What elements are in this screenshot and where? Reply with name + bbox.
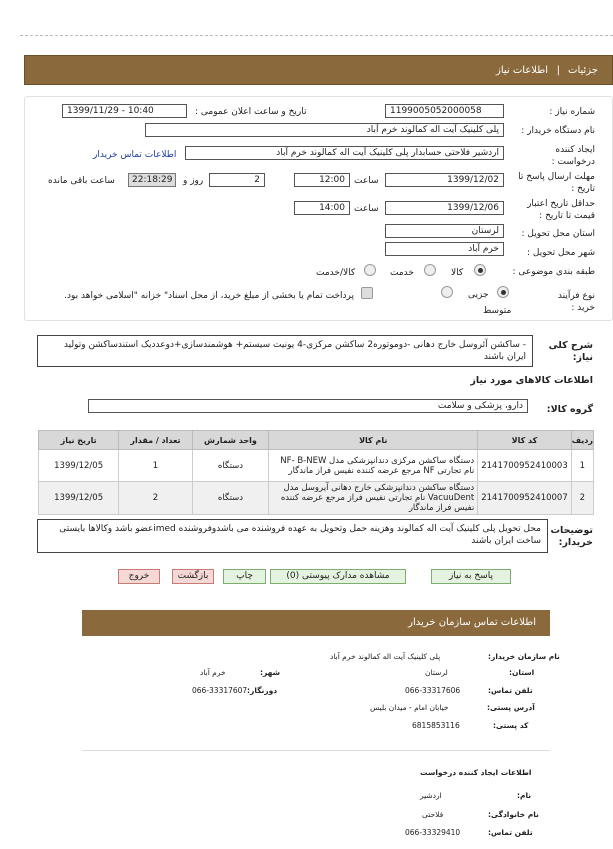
goods-section-title: اطلاعات کالاهای مورد نیاز (470, 375, 593, 386)
announce-label: تاریخ و ساعت اعلان عمومی : (195, 107, 307, 117)
process-medium-label: متوسط (483, 306, 512, 316)
goods-group-field: دارو، پزشکی و سلامت (88, 399, 528, 413)
day-label: روز و (183, 176, 204, 186)
cell-date: 1399/12/05 (39, 482, 119, 515)
col-date: تاریخ نیاز (39, 431, 119, 450)
buyer-notes-text: محل تحویل پلی کلینیک آیت اله کمالوند وهزینه حمل وتحویل به عهده فروشنده می باشدوفروشنده imedعضو باشد وکالاها بایستی ساخت ایران باشند (37, 519, 548, 553)
cell-name: دستگاه ساکشن دندانپزشکی خارج دهانی آیروسل مدل VacuuDent نام تجارتی نفیس فراز مرجع عرضه کننده نفیس فراز ماندگار (269, 482, 478, 515)
category-both-label: کالا/خدمت (316, 268, 356, 278)
treasury-payment-note: پرداخت تمام یا بخشی از مبلغ خرید، از محل اسناد" خزانه "اسلامی خواهد بود. (64, 291, 354, 301)
col-row: ردیف (571, 431, 593, 450)
buyer-notes-label: توضیحات خریدار: (550, 525, 593, 548)
requester-phone-value: 066-33329410 (405, 828, 461, 837)
exit-button[interactable]: خروج (118, 569, 160, 584)
city-label: شهر محل تحویل : (526, 248, 595, 258)
deadline-label: مهلت ارسال پاسخ تا تاریخ : (518, 172, 595, 194)
attachments-button[interactable]: مشاهده مدارک پیوستی (0) (270, 569, 406, 584)
contact-postal-value: 6815853116 (412, 721, 460, 730)
cell-unit: دستگاه (192, 482, 269, 515)
requester-name-label: نام: (517, 791, 532, 800)
contact-city-label: شهر: (260, 668, 280, 677)
province-field: لرستان (385, 224, 504, 238)
deadline-date-field: 1399/12/02 (385, 173, 504, 187)
summary-text: - ساکشن آئروسل خارج دهانی -دوموتوره2 ساکشن مرکزی-4 یونیت سیستم+ هوشمندسازی+دوعددیک استندساکشن وتولید ایران باشند (37, 335, 533, 367)
contact-phone-label: تلفن تماس: (488, 686, 533, 695)
category-goods-label: کالا (451, 268, 464, 278)
validity-date-field: 1399/12/06 (385, 201, 504, 215)
process-label: نوع فرآیند خرید : (557, 291, 595, 313)
cell-row: 1 (571, 450, 593, 482)
contact-divider (82, 750, 550, 751)
requester-family-label: نام خانوادگی: (488, 810, 539, 819)
cell-date: 1399/12/05 (39, 450, 119, 482)
cell-qty: 2 (119, 482, 192, 515)
category-service-radio[interactable] (424, 264, 436, 276)
category-goods-radio[interactable] (474, 264, 486, 276)
province-label: استان محل تحویل : (521, 229, 595, 239)
countdown-timer: 22:18:29 (128, 173, 176, 187)
buyer-contact-link[interactable]: اطلاعات تماس خریدار (93, 150, 177, 160)
contact-section-title: اطلاعات تماس سازمان خریدار (408, 617, 536, 628)
category-label: طبقه بندی موضوعی : (512, 267, 595, 277)
summary-label: شرح کلی نیاز: (548, 340, 593, 363)
contact-section-header (82, 610, 550, 636)
category-both-radio[interactable] (364, 264, 376, 276)
buyer-name-field: پلی کلینیک آیت اله کمالوند خرم آباد (145, 123, 504, 137)
requester-family-value: فلاحتی (422, 810, 444, 819)
deadline-time-field: 12:00 (294, 173, 350, 187)
validity-time-label: ساعت (354, 204, 379, 214)
goods-table-header (39, 431, 594, 450)
requester-title: اطلاعات ایجاد کننده درخواست (420, 768, 532, 777)
treasury-payment-checkbox[interactable] (361, 287, 373, 299)
reply-button[interactable]: پاسخ به نیاز (431, 569, 511, 584)
col-qty: تعداد / مقدار (119, 431, 192, 450)
days-remaining-field: 2 (209, 173, 265, 187)
contact-fax-value: 066-33317607 (192, 686, 248, 695)
cell-code: 2141700952410007 (478, 482, 572, 515)
tab-need-info[interactable]: اطلاعات نیاز (496, 65, 548, 76)
remaining-label: ساعت باقی مانده (48, 176, 115, 186)
tab-separator: | (556, 65, 560, 76)
contact-province-value: لرستان (425, 668, 448, 677)
contact-fax-label: دورنگار: (247, 686, 278, 695)
requester-name-value: اردشیر (420, 791, 442, 800)
creator-field: اردشیر فلاحتی حسابدار پلی کلینیک آیت اله کمالوند خرم آباد (185, 146, 504, 160)
cell-code: 2141700952410003 (478, 450, 572, 482)
need-number-field: 1199005052000058 (385, 104, 504, 118)
col-name: نام کالا (269, 431, 478, 450)
process-partial-radio[interactable] (497, 286, 509, 298)
tab-details[interactable]: جزئیات (568, 65, 598, 76)
category-service-label: خدمت (390, 268, 414, 278)
contact-postal-label: کد پستی: (493, 721, 529, 730)
org-value: پلی کلینیک آیت اله کمالوند خرم آباد (330, 652, 441, 661)
process-medium-radio[interactable] (441, 286, 453, 298)
top-divider (20, 35, 613, 36)
contact-province-label: استان: (509, 668, 535, 677)
table-row[interactable] (39, 482, 594, 515)
city-field: خرم آباد (385, 242, 504, 256)
print-button[interactable]: چاپ (223, 569, 266, 584)
cell-qty: 1 (119, 450, 192, 482)
back-button[interactable]: بازگشت (172, 569, 214, 584)
requester-phone-label: تلفن تماس: (488, 828, 533, 837)
need-number-label: شماره نیاز : (549, 107, 595, 117)
col-unit: واحد شمارش (192, 431, 269, 450)
contact-phone-value: 066-33317606 (405, 686, 461, 695)
col-code: کد کالا (478, 431, 572, 450)
cell-unit: دستگاه (192, 450, 269, 482)
cell-row: 2 (571, 482, 593, 515)
validity-label: حداقل تاریخ اعتبار قیمت تا تاریخ : (527, 199, 595, 221)
org-label: نام سازمان خریدار: (488, 652, 560, 661)
header-bar (24, 55, 613, 85)
deadline-time-label: ساعت (354, 176, 379, 186)
creator-label: ایجاد کننده درخواست : (551, 145, 595, 167)
table-row[interactable] (39, 450, 594, 482)
contact-address-label: آدرس پستی: (487, 703, 535, 712)
contact-city-value: خرم آباد (200, 668, 226, 677)
buyer-label: نام دستگاه خریدار : (521, 126, 595, 136)
cell-name: دستگاه ساکشن مرکزی دندانپزشکی مدل NF- B-NEW نام تجارتی NF مرجع عرضه کننده نفیس فراز ماندگار (269, 450, 478, 482)
validity-time-field: 14:00 (294, 201, 350, 215)
process-partial-label: جزیی (468, 290, 489, 300)
announce-date-field: 1399/11/29 - 10:40 (62, 104, 187, 118)
contact-address-value: خیابان امام - میدان بلیس (370, 703, 449, 712)
goods-group-label: گروه کالا: (546, 404, 593, 415)
goods-table (38, 430, 594, 515)
